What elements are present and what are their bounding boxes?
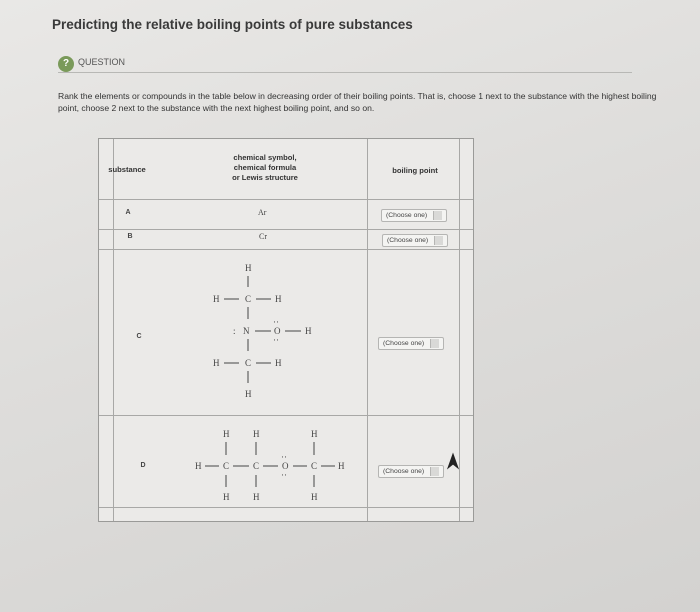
header-structure-line3: or Lewis structure: [232, 173, 298, 182]
atom-h: H: [338, 461, 345, 471]
choice-select-d-label: (Choose one): [383, 468, 425, 475]
question-help-icon[interactable]: ?: [58, 56, 74, 72]
atom-h: H: [311, 429, 318, 439]
atom-h: H: [253, 429, 260, 439]
atom-h: H: [223, 429, 230, 439]
choice-select-a-label: (Choose one): [386, 212, 428, 219]
atom-o: O: [282, 461, 289, 471]
atom-c: C: [311, 461, 318, 471]
atom-h: H: [245, 389, 252, 399]
question-label: QUESTION: [78, 57, 126, 67]
table-row-divider: [99, 249, 473, 250]
atom-h: H: [195, 461, 202, 471]
atom-h: H: [213, 358, 220, 368]
atom-h: H: [213, 294, 220, 304]
choice-select-b[interactable]: [382, 234, 448, 247]
lewis-structure-d: [193, 425, 353, 505]
choice-select-a[interactable]: [381, 209, 447, 222]
atom-h: H: [275, 294, 282, 304]
atom-o: O: [274, 326, 281, 336]
divider: [58, 72, 632, 73]
lone-pair: ··: [281, 452, 287, 462]
atom-c: C: [245, 358, 252, 368]
row-letter-b: B: [127, 233, 133, 240]
table-row-divider: [99, 415, 473, 416]
header-substance: substance: [108, 165, 146, 174]
choice-select-c[interactable]: [378, 337, 444, 350]
lone-pair: ··: [281, 470, 287, 480]
atom-h: H: [275, 358, 282, 368]
ranking-table: [98, 138, 474, 522]
mouse-cursor-icon: [446, 452, 460, 470]
row-symbol-b: Cr: [259, 232, 267, 241]
row-symbol-a: Ar: [258, 208, 267, 217]
page-title: Predicting the relative boiling points of pure substances: [52, 17, 413, 32]
row-letter-d: D: [140, 462, 146, 469]
choice-select-c-label: (Choose one): [383, 340, 425, 347]
lone-pair: ··: [273, 317, 279, 327]
chevron-down-icon: [433, 211, 442, 220]
table-header-divider: [99, 199, 473, 200]
header-structure-line2: chemical formula: [233, 163, 297, 172]
header-structure-line1: chemical symbol,: [233, 153, 297, 162]
row-letter-c: C: [136, 333, 142, 340]
atom-h: H: [311, 492, 318, 502]
atom-c: C: [223, 461, 230, 471]
atom-n: N: [243, 326, 250, 336]
atom-c: C: [245, 294, 252, 304]
atom-h: H: [305, 326, 312, 336]
chevron-down-icon: [430, 339, 439, 348]
lone-pair: :: [233, 326, 236, 336]
atom-h: H: [253, 492, 260, 502]
lone-pair: ··: [273, 335, 279, 345]
atom-c: C: [253, 461, 260, 471]
table-column-divider: [367, 139, 368, 521]
atom-h: H: [223, 492, 230, 502]
table-border: [113, 139, 114, 521]
choice-select-d[interactable]: [378, 465, 444, 478]
table-row-divider: [99, 229, 473, 230]
choice-select-b-label: (Choose one): [387, 237, 429, 244]
header-boiling-point: boiling point: [392, 166, 438, 175]
header-structure: [195, 153, 335, 183]
row-letter-a: A: [125, 209, 131, 216]
chevron-down-icon: [430, 467, 439, 476]
instructions-text: Rank the elements or compounds in the table below in decreasing order of their boiling points. That is, choose 1 next to the substance with the highest boiling point, choose 2 next to the substance with the next highest boiling point, and so on.: [58, 91, 657, 113]
table-bottom-line: [99, 507, 473, 508]
atom-h: H: [245, 263, 252, 273]
lewis-structure-c: [199, 259, 339, 409]
chevron-down-icon: [434, 236, 443, 245]
